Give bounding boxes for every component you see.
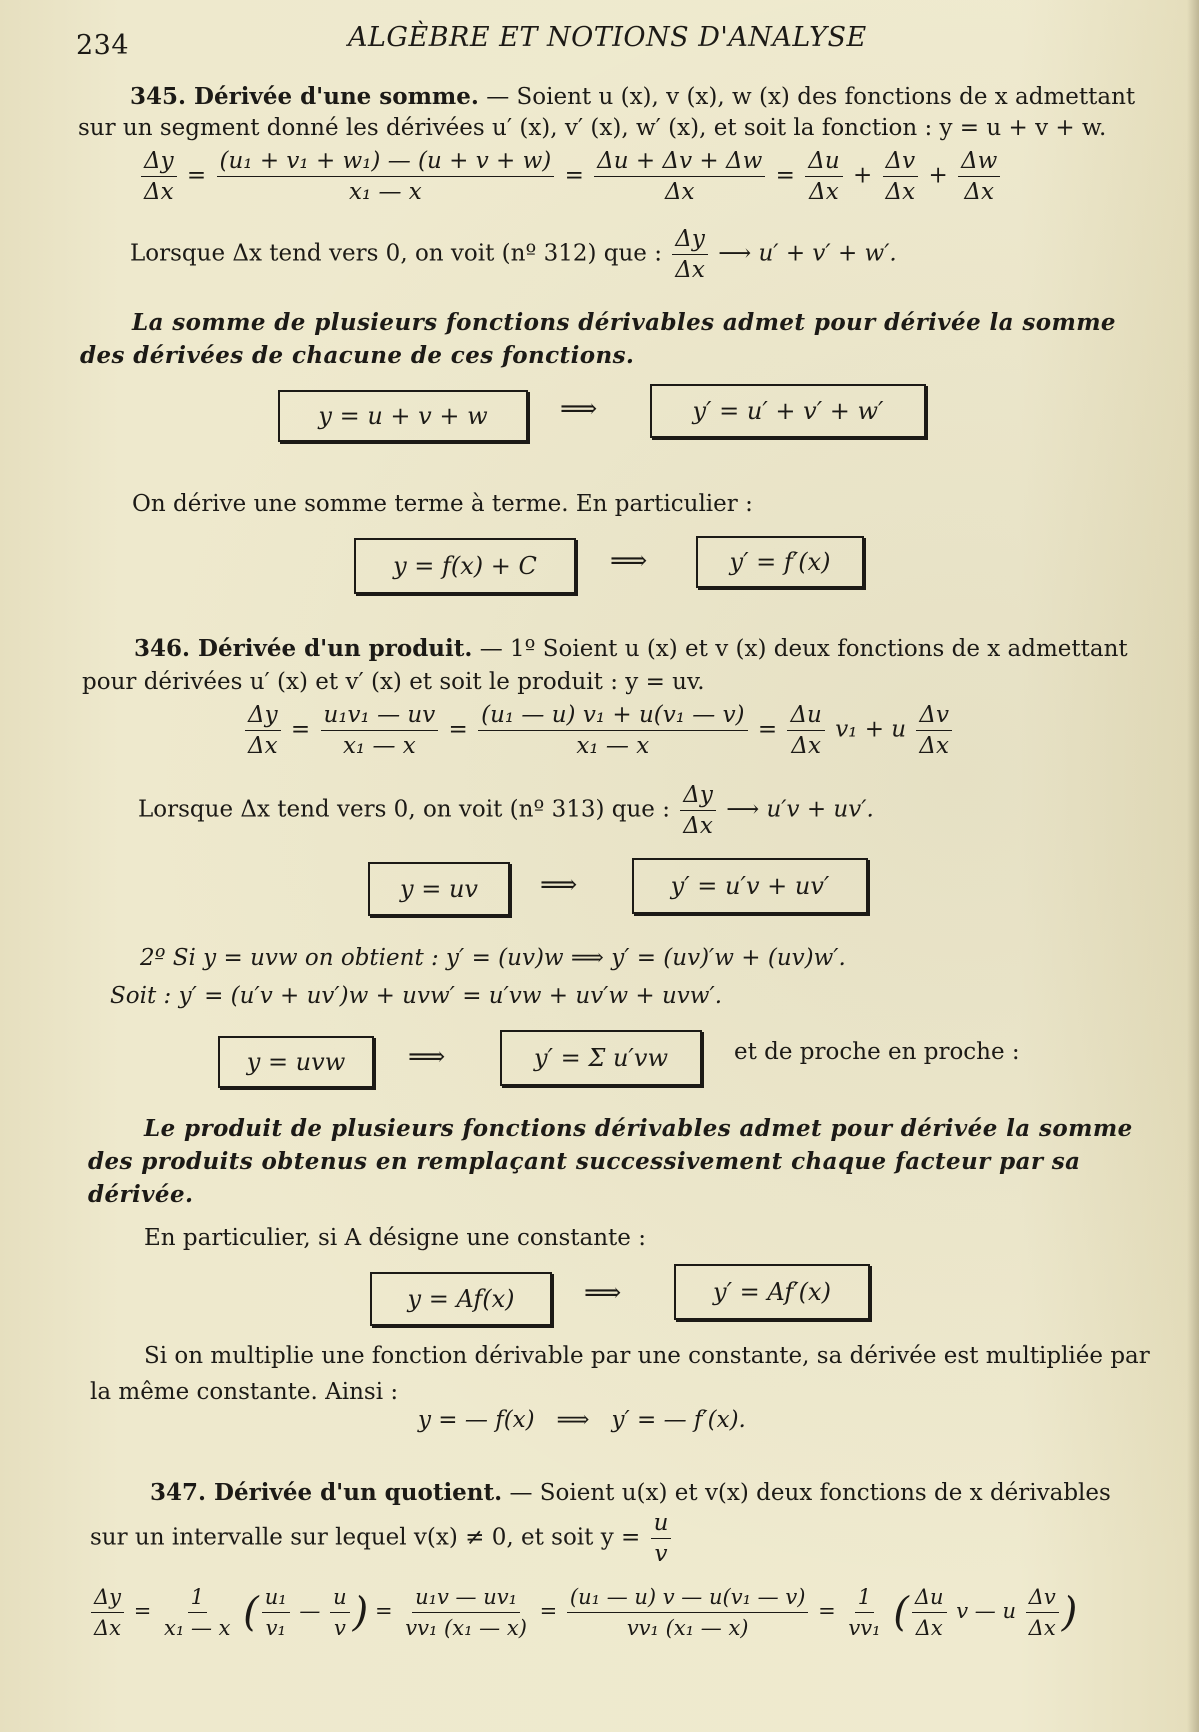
- formula-box-constant-product-derivative: y′ = Af′(x): [674, 1264, 870, 1320]
- section-345-limit: [130, 226, 897, 283]
- frac-den: x₁ — x: [348, 179, 422, 205]
- frac-den: x₁ — x: [576, 733, 650, 759]
- section-346-intro: [134, 632, 1128, 666]
- eq-sign: =: [374, 1599, 393, 1623]
- frac-num: (u₁ — u) v — u(v₁ — v): [567, 1584, 809, 1613]
- frac-den: Δx: [809, 179, 839, 205]
- formula-box-triple-product-derivative: y′ = Σ u′vw: [500, 1030, 702, 1086]
- frac-num: Δy: [141, 148, 177, 177]
- frac-den: Δx: [683, 813, 713, 839]
- formula-box-constant-product: y = Af(x): [370, 1272, 552, 1326]
- formula-box-sum-derivative: y′ = u′ + v′ + w′: [650, 384, 926, 438]
- implies-arrow: ⟹: [408, 1042, 446, 1072]
- frac-num: u₁v₁ — uv: [321, 702, 439, 731]
- frac-den: Δx: [915, 1616, 943, 1640]
- frac-den: vv₁: [848, 1616, 881, 1640]
- section-346-three-factors-expanded: Soit : y′ = (u′v + uv′)w + uvw′ = u′vw + uv′w + uvw′.: [110, 983, 723, 1009]
- frac-num: u₁: [262, 1584, 290, 1613]
- section-346-difference-quotient: [242, 702, 955, 759]
- frac-num: Δy: [672, 226, 708, 255]
- frac-den: x₁ — x: [342, 733, 416, 759]
- eq-sign: =: [539, 1599, 558, 1623]
- limit-text: Lorsque Δx tend vers 0, on voit (nº 313) que :: [138, 796, 670, 823]
- formula-box-constant-sum: y = f(x) + C: [354, 538, 576, 594]
- section-347-difference-quotient: $\frac{\Delta y}{\Delta x}$ = $\frac{1}{\text{x₁ — x}}$ ( $\frac{\text{u₁}}{\text{v₁}}$ — $\frac{u}{v}$ ) = $\frac{\text{u₁v — uv₁}}{\text{vv₁ (x₁ — x)}}$ = $\frac{\text{(u₁ — u) v — u(v₁ — v)}}{\text{vv₁ (x₁ — x)}}$ = $\frac{1}{\text{vv₁}}$ ( $\frac{\Delta u}{\Delta x}$ v — u $\frac{\Delta v}{\Delta x}$ ): [88, 1584, 1077, 1641]
- term-between: v₁ + u: [835, 716, 907, 743]
- eq-sign: =: [775, 162, 795, 189]
- section-346-multiply-line1: Si on multiplie une fonction dérivable par une constante, sa dérivée est multipliée par: [144, 1343, 1150, 1369]
- frac-num: Δv: [883, 148, 919, 177]
- frac-num: u: [330, 1584, 350, 1613]
- frac-den: Δx: [885, 179, 916, 205]
- plus-sign: +: [852, 162, 873, 189]
- section-346-constant-text: En particulier, si A désigne une constante :: [144, 1225, 646, 1251]
- frac-den: Δx: [964, 179, 994, 205]
- frac-den: Δx: [1028, 1616, 1056, 1640]
- eq-sign: =: [133, 1599, 152, 1623]
- frac-num: Δu: [912, 1584, 947, 1613]
- section-346-heading: 346. Dérivée d'un produit.: [134, 635, 473, 662]
- formula-box-sum: y = u + v + w: [278, 390, 528, 442]
- frac-den: vv₁ (x₁ — x): [626, 1616, 749, 1640]
- frac-num: 1: [855, 1584, 874, 1613]
- implies-arrow: ⟹: [540, 870, 578, 900]
- plus-sign: +: [928, 162, 948, 189]
- frac-num: Δv: [1026, 1584, 1059, 1613]
- frac-num: Δu: [787, 702, 824, 731]
- section-346-theorem: Le produit de plusieurs fonctions dérivables admet pour dérivée la somme des produits obtenus en remplaçant successivement chaque facteur par sa dérivée.: [88, 1115, 1133, 1208]
- section-347-intro: [150, 1476, 1111, 1510]
- section-345-difference-quotient: [138, 148, 1003, 205]
- frac-num: Δy: [680, 782, 716, 811]
- frac-den: Δx: [94, 1616, 122, 1640]
- formula-box-product-derivative: y′ = u′v + uv′: [632, 858, 868, 914]
- minus-sign: —: [299, 1599, 321, 1623]
- section-346-negation-example: y = — f(x) ⟹ y′ = — f′(x).: [418, 1407, 746, 1433]
- limit-text: Lorsque Δx tend vers 0, on voit (nº 312) que :: [130, 240, 662, 267]
- frac-den: Δx: [919, 733, 950, 759]
- section-347-intro-line2: [90, 1510, 674, 1567]
- section-346-intro-line2: pour dérivées u′ (x) et v′ (x) et soit le produit : y = uv.: [82, 669, 705, 695]
- eq-sign: =: [757, 716, 778, 743]
- section-345-intro-text: — Soient u (x), v (x), w (x) des fonctions de x admettant: [478, 84, 1136, 110]
- frac-den: Δx: [675, 257, 705, 283]
- frac-den: vv₁ (x₁ — x): [405, 1616, 527, 1640]
- eq-sign: =: [448, 716, 468, 743]
- section-346-intro-text: — 1º Soient u (x) et v (x) deux fonctions de x admettant: [472, 636, 1128, 662]
- implies-arrow: ⟹: [584, 1278, 622, 1308]
- frac-den: v: [333, 1616, 346, 1640]
- eq-sign: =: [564, 162, 584, 189]
- frac-num: (u₁ + v₁ + w₁) — (u + v + w): [217, 148, 555, 177]
- eq-sign: =: [290, 716, 311, 743]
- eq-sign: =: [186, 162, 207, 189]
- frac-num: Δy: [245, 702, 281, 731]
- frac-den: v₁: [265, 1616, 286, 1640]
- page-number: 234: [76, 30, 130, 61]
- frac-num: Δy: [91, 1584, 124, 1613]
- frac-den: x₁ — x: [164, 1616, 231, 1640]
- frac-num: (u₁ — u) v₁ + u(v₁ — v): [478, 702, 747, 731]
- frac-num: Δw: [958, 148, 1000, 177]
- frac-num: u₁v — uv₁: [412, 1584, 520, 1613]
- formula-box-constant-sum-derivative: y′ = f′(x): [696, 536, 864, 588]
- section-346-multiply-line2: la même constante. Ainsi :: [90, 1379, 399, 1405]
- running-title: ALGÈBRE ET NOTIONS D'ANALYSE: [348, 22, 867, 53]
- section-346-three-factors: 2º Si y = uvw on obtient : y′ = (uv)w ⟹ y′ = (uv)′w + (uv)w′.: [140, 945, 846, 971]
- formula-box-triple-product: y = uvw: [218, 1036, 374, 1088]
- frac-num: Δu + Δv + Δw: [594, 148, 765, 177]
- frac-den: Δx: [664, 179, 695, 205]
- frac-den: Δx: [791, 733, 821, 759]
- frac-den: Δx: [248, 733, 278, 759]
- section-345-heading: 345. Dérivée d'une somme.: [130, 83, 479, 110]
- eq-sign: =: [818, 1599, 836, 1623]
- frac-num: u: [651, 1510, 672, 1539]
- section-347-intro-text: — Soient u(x) et v(x) deux fonctions de x dérivables: [502, 1480, 1111, 1506]
- limit-result: ⟶ u′ + v′ + w′.: [718, 240, 897, 267]
- implies-arrow: ⟹: [610, 546, 648, 576]
- limit-result: ⟶ u′v + uv′.: [726, 796, 874, 823]
- section-345-theorem: La somme de plusieurs fonctions dérivables admet pour dérivée la somme des dérivées de chacune de ces fonctions.: [80, 309, 1116, 369]
- term-between: v — u: [956, 1599, 1016, 1623]
- implies-arrow: ⟹: [560, 394, 598, 424]
- intro-text: sur un intervalle sur lequel v(x) ≠ 0, et soit y =: [90, 1524, 641, 1551]
- section-347-heading: 347. Dérivée d'un quotient.: [150, 1479, 503, 1506]
- frac-den: v: [654, 1541, 668, 1567]
- frac-num: Δu: [805, 148, 842, 177]
- section-345-intro: [130, 80, 1135, 114]
- section-345-term-text: On dérive une somme terme à terme. En particulier :: [132, 491, 753, 517]
- section-346-limit: [138, 782, 874, 839]
- frac-num: Δv: [916, 702, 952, 731]
- formula-box-product: y = uv: [368, 862, 510, 916]
- frac-num: 1: [188, 1584, 207, 1613]
- proche-text: et de proche en proche :: [734, 1039, 1020, 1065]
- page-edge-shadow: [1187, 0, 1199, 1732]
- section-345-intro-line2: sur un segment donné les dérivées u′ (x), v′ (x), w′ (x), et soit la fonction : y = u + v + w.: [78, 115, 1107, 141]
- frac-den: Δx: [144, 179, 174, 205]
